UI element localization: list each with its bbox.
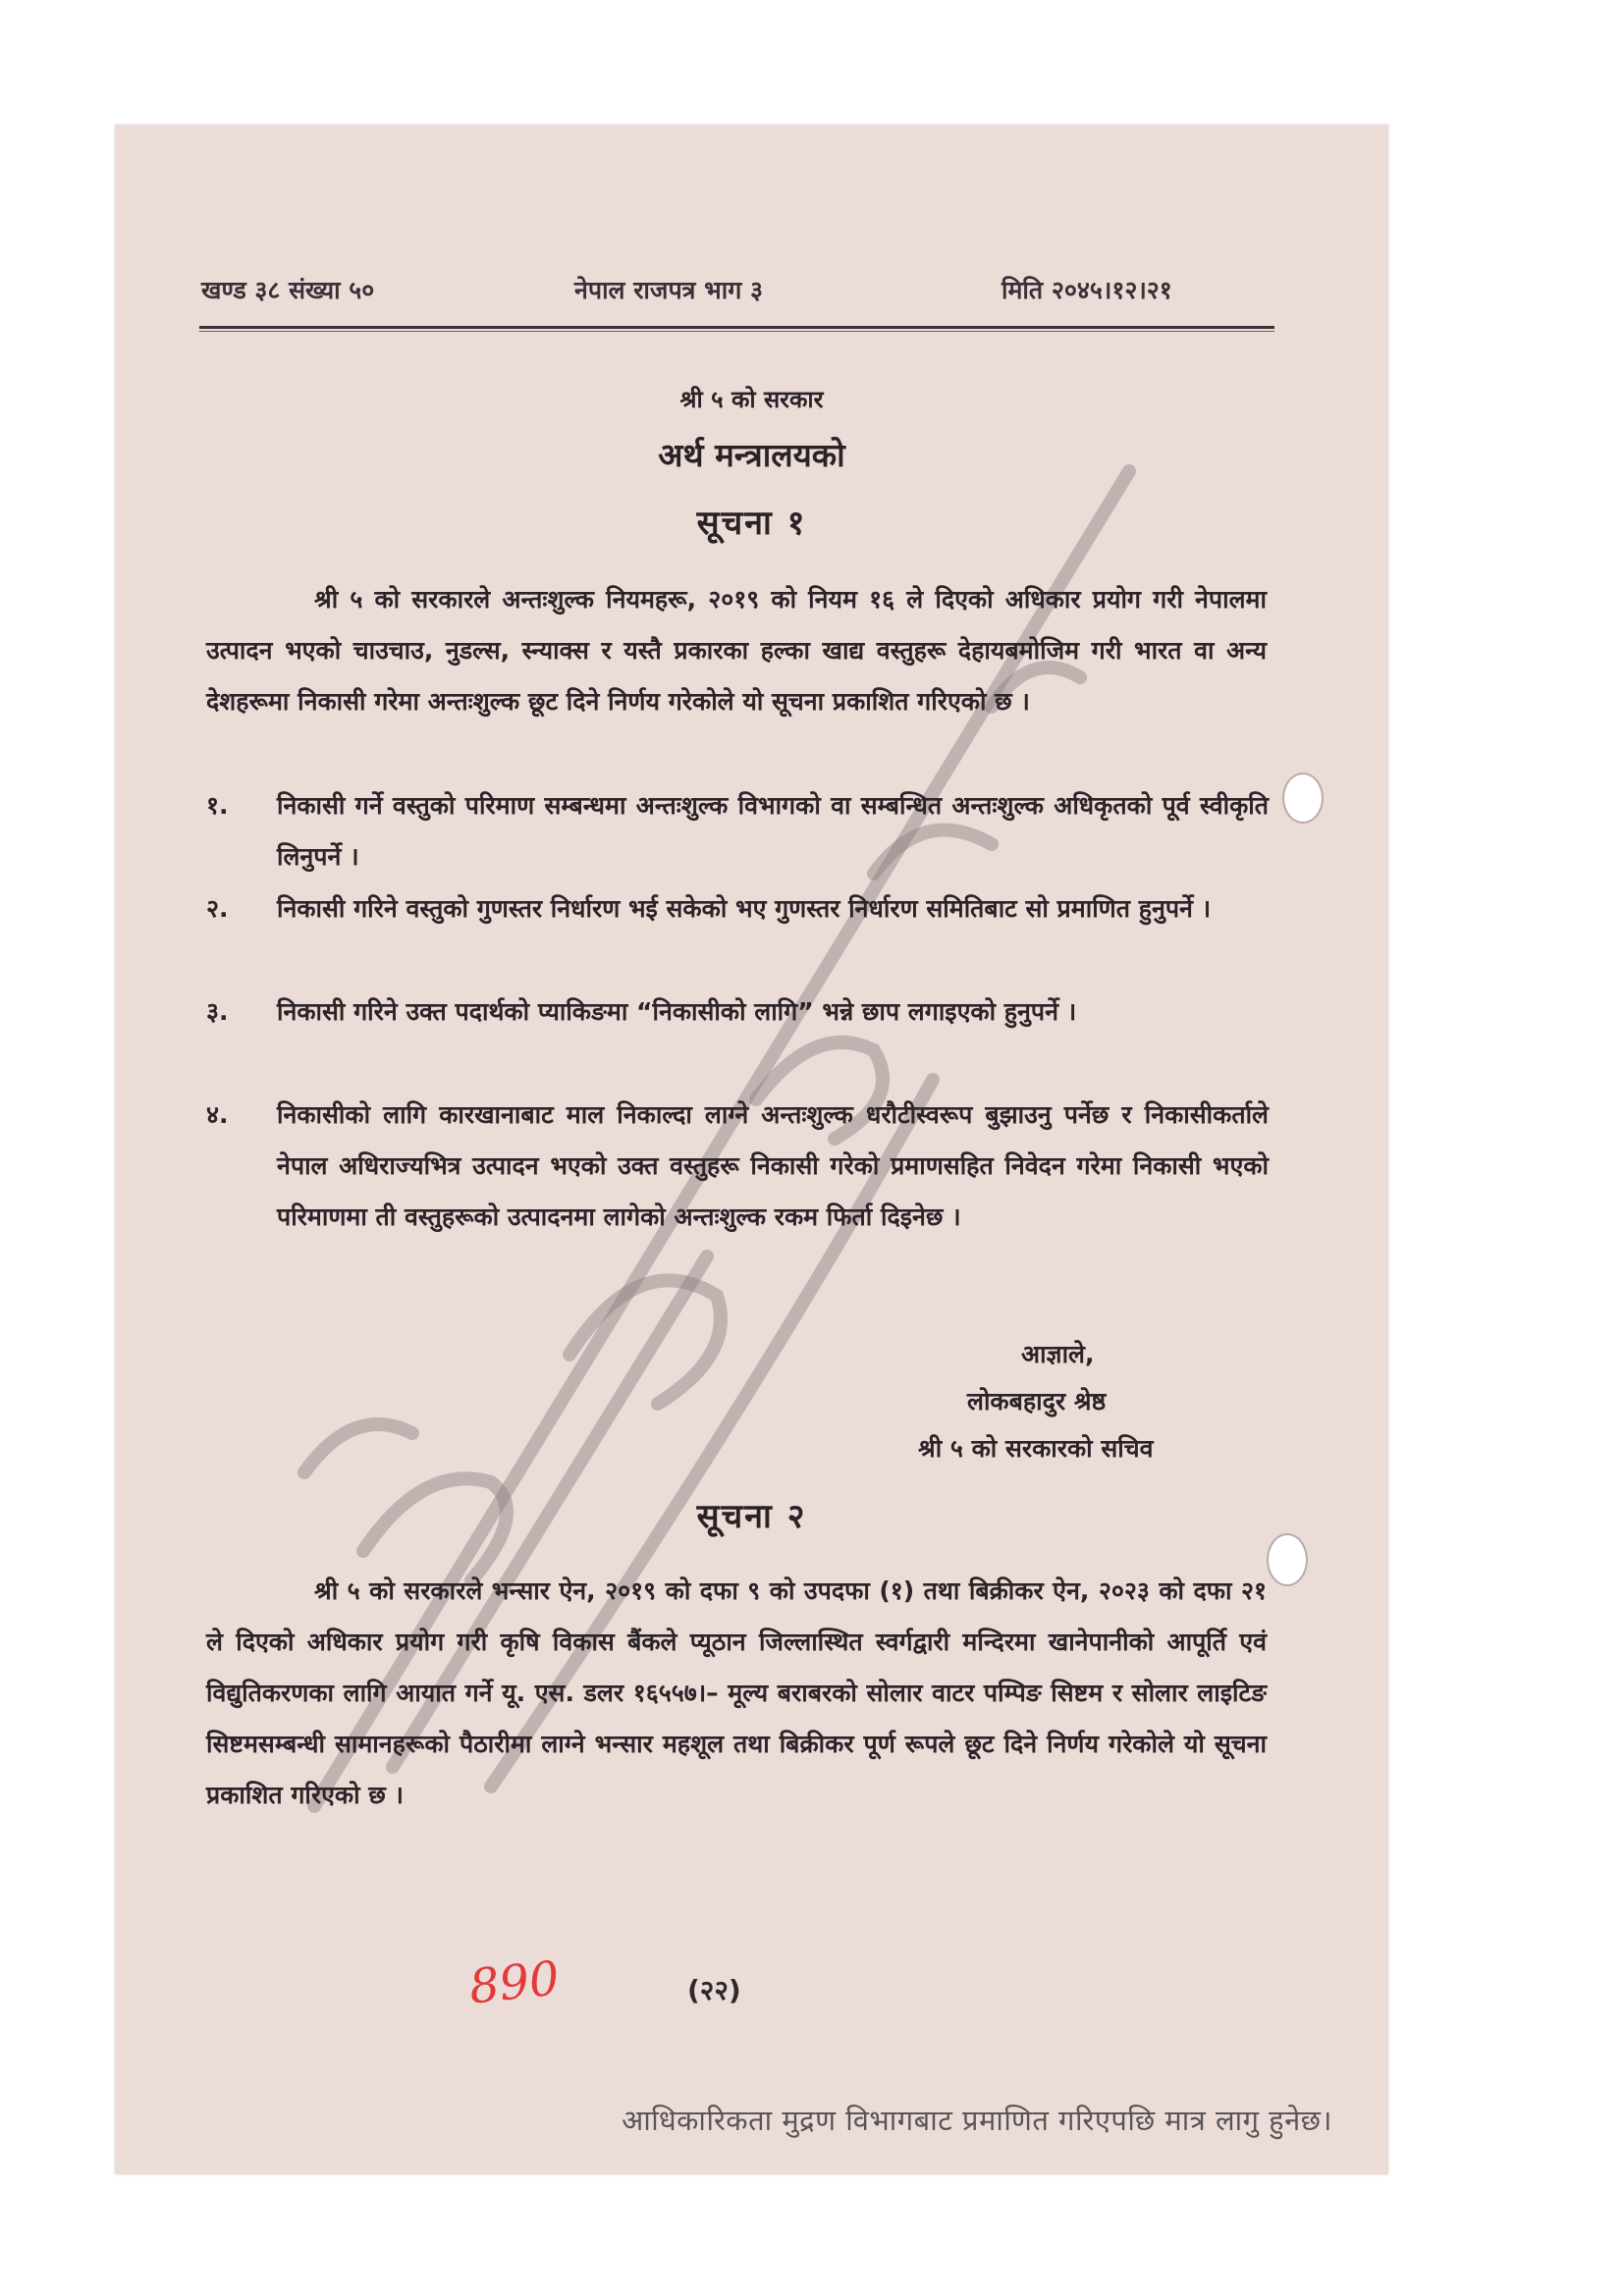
signatory-designation: श्री ५ को सरकारको सचिव xyxy=(918,1434,1154,1463)
condition-text: निकासी गरिने उक्त पदार्थको प्याकिङमा “निकासीको लागि” भन्ने छाप लगाइएको हुनुपर्ने । xyxy=(277,997,1077,1026)
footer-disclaimer: आधिकारिकता मुद्रण विभागबाट प्रमाणित गरिएपछि मात्र लागु हुनेछ। xyxy=(622,2104,1332,2137)
notice-1-title: सूचना १ xyxy=(696,504,807,543)
notice-1-intro: श्री ५ को सरकारले अन्तःशुल्क नियमहरू, २०१९ को नियम १६ ले दिएको अधिकार प्रयोग गरी नेपालमा उत्पादन भएको चाउचाउ, नुडल्स, स्न्याक्स र यस्तै प्रकारका हल्का खाद्य वस्तुहरू देहायबमोजिम गरी भारत वा अन्य देशहरूमा निकासी गरेमा अन्तःशुल्क छूट दिने निर्णय गरेकोले यो सूचना प्रकाशित गरिएको छ । xyxy=(206,585,1267,716)
notice-2-body: श्री ५ को सरकारले भन्सार ऐन, २०१९ को दफा ९ को उपदफा (१) तथा बिक्रीकर ऐन, २०२३ को दफा २१ ले दिएको अधिकार प्रयोग गरी कृषि विकास बैंकले प्यूठान जिल्लास्थित स्वर्गद्वारी मन्दिरमा खानेपानीको आपूर्ति एवं विद्युतिकरणका लागि आयात गर्ने यू. एस. डलर १६५५७।– मूल्य बराबरको सोलार वाटर पम्पिङ सिष्टम र सोलार लाइटिङ सिष्टमसम्बन्धी सामानहरूको पैठारीमा लाग्ने भन्सार महशूल तथा बिक्रीकर पूर्ण रूपले छूट दिने निर्णय गरेकोले यो सूचना प्रकाशित गरिएको छ । xyxy=(206,1576,1267,1809)
punch-hole-bottom xyxy=(1267,1533,1308,1586)
header-rule xyxy=(199,326,1274,329)
condition-number: ४. xyxy=(206,1100,229,1129)
notice-2-title: सूचना २ xyxy=(696,1497,807,1536)
condition-text: निकासी गर्ने वस्तुको परिमाण सम्बन्धमा अन्तःशुल्क विभागको वा सम्बन्धित अन्तःशुल्क अधिकृतको पूर्व स्वीकृति लिनुपर्ने । xyxy=(277,791,1269,871)
ministry-title: अर्थ मन्त्रालयको xyxy=(658,436,845,474)
signoff-order: आज्ञाले, xyxy=(1021,1340,1095,1368)
punch-hole-top xyxy=(1282,773,1324,824)
gazette-part: नेपाल राजपत्र भाग ३ xyxy=(574,276,763,304)
volume-number: खण्ड ३८ संख्या ५० xyxy=(201,276,375,304)
page-number: (२२) xyxy=(687,1974,741,2006)
issue-date: मिति २०४५।१२।२१ xyxy=(1001,276,1172,304)
government-line: श्री ५ को सरकार xyxy=(679,386,824,413)
condition-text: निकासीको लागि कारखानाबाट माल निकाल्दा लाग्ने अन्तःशुल्क धरौटीस्वरूप बुझाउनु पर्नेछ र निकासीकर्ताले नेपाल अधिराज्यभित्र उत्पादन भएको उक्त वस्तुहरू निकासी गरेको प्रमाणसहित निवेदन गरेमा निकासी भएको परिमाणमा ती वस्तुहरूको उत्पादनमा लागेको अन्तःशुल्क रकम फिर्ता दिइनेछ । xyxy=(277,1100,1269,1231)
condition-number: २. xyxy=(206,894,229,923)
header-rule-thin xyxy=(199,331,1274,332)
handwritten-note: 890 xyxy=(466,1950,563,2015)
gazette-header xyxy=(201,265,1272,316)
signatory-name: लोकबहादुर श्रेष्ठ xyxy=(967,1387,1107,1415)
condition-number: ३. xyxy=(206,997,229,1026)
condition-text: निकासी गरिने वस्तुको गुणस्तर निर्धारण भई सकेको भए गुणस्तर निर्धारण समितिबाट सो प्रमाणित हुनुपर्ने । xyxy=(277,894,1212,923)
condition-number: १. xyxy=(206,791,229,820)
